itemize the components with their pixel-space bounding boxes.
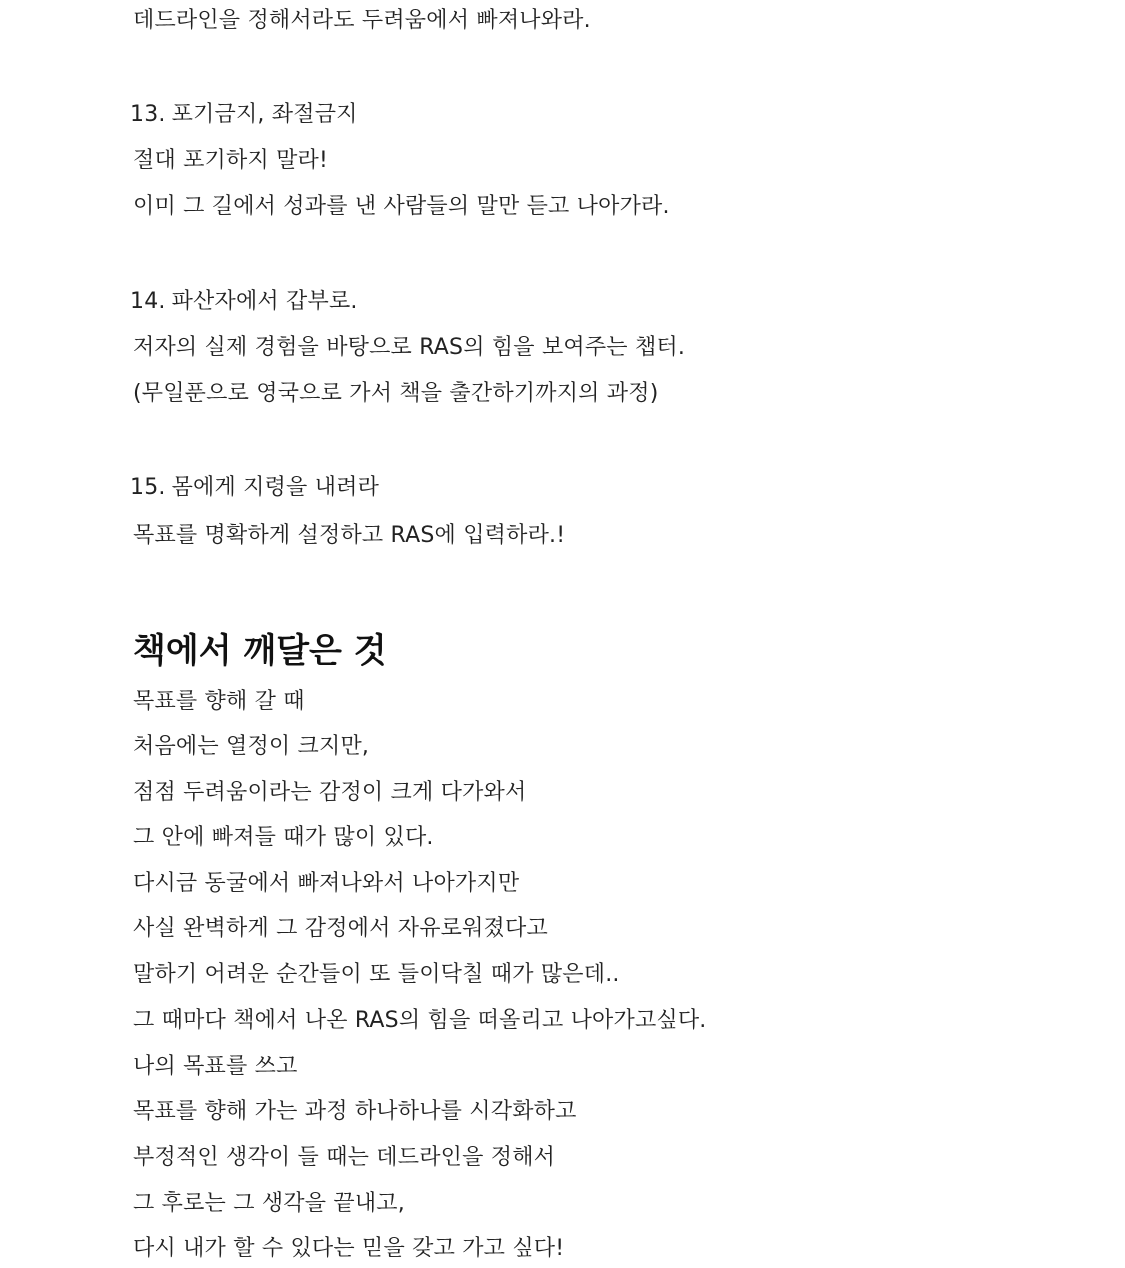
reflection-line: 다시금 동굴에서 빠져나와서 나아가지만 xyxy=(133,871,520,896)
section-text-line: 절대 포기하지 말라! xyxy=(133,148,329,173)
section-text-line: 이미 그 길에서 성과를 낸 사람들의 말만 듣고 나아가라. xyxy=(133,194,670,219)
section-title: 포기금지, 좌절금지 xyxy=(171,102,358,127)
intro-line: 데드라인을 정해서라도 두려움에서 빠져나와라. xyxy=(133,8,591,33)
reflection-line: 말하기 어려운 순간들이 또 들이닥칠 때가 많은데.. xyxy=(133,962,620,987)
reflection-line: 사실 완벽하게 그 감정에서 자유로워졌다고 xyxy=(133,916,548,941)
reflection-line: 나의 목표를 쓰고 xyxy=(133,1054,298,1079)
reflection-line: 다시 내가 할 수 있다는 믿을 갖고 가고 싶다! xyxy=(133,1236,565,1261)
section-text-line: 저자의 실제 경험을 바탕으로 RAS의 힘을 보여주는 챕터. xyxy=(133,335,686,360)
reflection-heading: 책에서 깨달은 것 xyxy=(133,631,387,671)
reflection-line: 그 후로는 그 생각을 끝내고, xyxy=(133,1191,405,1216)
reflection-line: 점점 두려움이라는 감정이 크게 다가와서 xyxy=(133,780,527,805)
reflection-line: 목표를 향해 갈 때 xyxy=(133,689,305,714)
section-15-title-line xyxy=(130,473,380,503)
section-number: 14. xyxy=(130,289,166,314)
reflection-line: 목표를 향해 가는 과정 하나하나를 시각화하고 xyxy=(133,1099,577,1124)
reflection-line: 처음에는 열정이 크지만, xyxy=(133,734,370,759)
reflection-line: 그 때마다 책에서 나온 RAS의 힘을 떠올리고 나아가고싶다. xyxy=(133,1008,707,1033)
reflection-line: 그 안에 빠져들 때가 많이 있다. xyxy=(133,825,434,850)
section-text-line: (무일푼으로 영국으로 가서 책을 출간하기까지의 과정) xyxy=(133,381,659,406)
section-13-title-line xyxy=(130,100,358,130)
section-number: 15. xyxy=(130,475,166,500)
section-title: 파산자에서 갑부로. xyxy=(171,289,358,314)
section-title: 몸에게 지령을 내려라 xyxy=(171,475,380,500)
section-text-line: 목표를 명확하게 설정하고 RAS에 입력하라.! xyxy=(133,523,566,548)
section-14-title-line xyxy=(130,287,358,317)
reflection-line: 부정적인 생각이 들 때는 데드라인을 정해서 xyxy=(133,1145,556,1170)
section-number: 13. xyxy=(130,102,166,127)
